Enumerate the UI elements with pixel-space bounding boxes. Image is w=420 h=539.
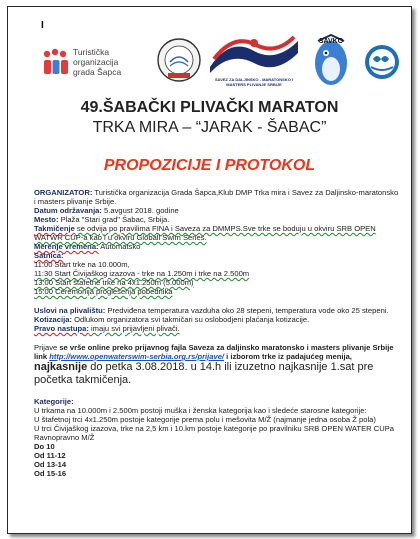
age-group: Do 10	[34, 442, 55, 451]
category-line: Ravnopravno M/Ž	[34, 433, 95, 442]
category-line: U štafetnoj trci 4x1.250m postoje kategorije prema polu i mešovita M/Ž (najmanje jedna osoba Ž pola)	[34, 415, 376, 424]
competition-paragraph	[34, 224, 399, 242]
timing-line	[34, 242, 399, 251]
swimmer-waves-icon	[206, 33, 302, 77]
timing-label: Merenje vremena:	[34, 242, 99, 251]
sdm-federation-logo	[206, 33, 302, 91]
tourism-logo-text	[73, 47, 121, 77]
participation-text: imaju svi prijavljeni plivači.	[88, 324, 180, 333]
place-line	[34, 215, 399, 224]
schedule-item: 13:00 Start štafetne trke na 4x1.250m (5.000m)	[34, 278, 194, 287]
text-cursor: I	[41, 20, 44, 31]
registration-lead: Prijave	[34, 343, 60, 352]
document-page	[7, 6, 412, 534]
competition-label: Takmičenje	[34, 224, 75, 233]
schedule-label: Satnica:	[34, 251, 64, 260]
tourism-line3: grada Šapca	[73, 67, 122, 77]
place-text: Plaža "Stari grad" Šabac, Srbija.	[58, 215, 170, 224]
document-title: PROPOZICIJE I PROTOKOL	[103, 157, 316, 174]
schedule-heading	[34, 251, 399, 260]
place-label: Mesto:	[34, 215, 59, 224]
savko-label: SAVKO	[318, 38, 344, 45]
event-title: 49.ŠABAČKI PLIVAČKI MARATON	[80, 99, 339, 116]
organizer-paragraph	[34, 188, 399, 206]
registration-text: se vrše online preko prijavnog fajla Saveza za daljinsko maratonsko i masters plivanje Srbije link	[34, 343, 394, 361]
registration-link[interactable]: http://www.openwaterswim-serbia.org.rs/prijave/	[49, 352, 225, 361]
date-text: 5.avgust 2018. godine	[101, 206, 179, 215]
deadline-text: do petka 3.08.2018. u 14.h ili izuzetno najkasnije 1.sat pre početka takmičenja.	[34, 361, 374, 386]
schedule-item: 15:00 Ceremonija proglešenja pobednika	[34, 287, 173, 296]
category-line: U trkama na 10.000m i 2.500m postoji muška i ženska kategorija kao i sledeće starosne kategorije:	[34, 406, 367, 415]
tourism-organization-logo	[42, 45, 162, 85]
fee-paragraph	[34, 315, 399, 324]
sdm-caption: SAVEZ ZA DALJINSKO - MARATONSKO I MASTERS PLIVANJE SRBIJE	[214, 77, 294, 87]
participation-label: Pravo nastupa:	[34, 324, 89, 333]
fee-text: Odlukom organizatora svi takmičari su oslobodjeni plaćanja kotizacije.	[71, 315, 310, 324]
tourism-mark-icon	[42, 48, 70, 78]
csss-logo-icon	[361, 43, 403, 81]
timing-text: Automatsko	[98, 242, 141, 251]
tourism-line1: Turistička	[73, 47, 110, 57]
document-body	[34, 188, 399, 478]
age-group: Od 13-14	[34, 460, 67, 469]
participation-line	[34, 324, 399, 333]
age-group: Od 11-12	[34, 451, 66, 460]
category-line: U trci Čivijaškog izazova, trke na 2,5 km i 10.km postoje kategorije po pravilniku SRB OPEN WATER CUPa	[34, 424, 394, 433]
date-label: Datum održavanja:	[34, 206, 102, 215]
deadline-emphasis: najkasnije	[34, 361, 88, 373]
competition-text: se odvija po pravilima FINA i Saveza za DMMPS.Sve trke se boduju u okviru SRB OPEN WATWR CUP-a kao i u okviru Globall Swim Series.	[34, 224, 376, 242]
registration-menu-text: i izborom trke iz padajućeg menija,	[224, 352, 352, 361]
water-label: Uslovi na plivalištu:	[34, 306, 106, 315]
event-subtitle: TRKA MIRA – “JARAK - ŠABAC”	[92, 119, 327, 136]
categories-label: Kategorije:	[34, 397, 74, 406]
sabac-club-seal-icon	[156, 37, 202, 83]
fee-label: Kotizacija:	[34, 315, 72, 324]
registration-paragraph	[34, 343, 399, 387]
schedule-item: 11:30 Start Čivijaškog izazova - trke na 1.250m i trke na 2.500m	[34, 269, 250, 278]
organizer-label: ORGANIZATOR:	[34, 188, 93, 197]
categories-section	[34, 397, 399, 478]
water-paragraph	[34, 306, 399, 315]
date-line	[34, 206, 399, 215]
organizer-text: Turistička organizacija Grada Šapca,Klub DMP Trka mira i Savez za Daljinsko-maratonsko i masters plivanje Srbije.	[34, 188, 399, 206]
age-group: Od 15-16	[34, 469, 67, 478]
age-groups	[34, 442, 399, 478]
schedule-item: 11:00 Start trke na 10.000m,	[34, 260, 130, 269]
tourism-line2: organizacija	[73, 57, 119, 67]
water-text: Predviđena temperatura vazduha oko 28 stepeni, temperatura vode oko 25 stepeni.	[105, 306, 389, 315]
savko-mascot-icon	[306, 33, 356, 89]
logo-strip	[36, 31, 406, 91]
